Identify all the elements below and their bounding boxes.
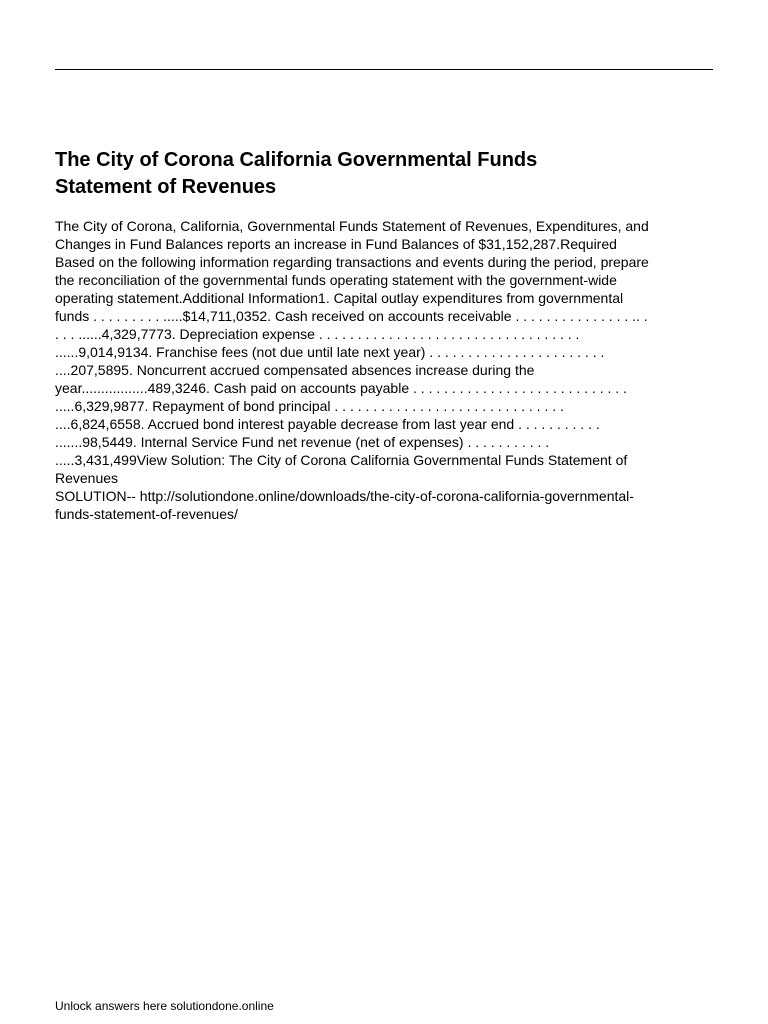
document-body (55, 217, 715, 523)
body-line: operating statement.Additional Information1. Capital outlay expenditures from governmental (55, 290, 624, 306)
body-line: ....207,5895. Noncurrent accrued compensated absences increase during the (55, 362, 535, 378)
body-line: .....3,431,499View Solution: The City of Corona California Governmental Funds Statement of (55, 452, 628, 468)
body-line: .......98,5449. Internal Service Fund net revenue (net of expenses) . . . . . . . . . . . (55, 434, 550, 450)
body-line: Based on the following information regarding transactions and events during the period, prepare (55, 254, 649, 270)
title-line-1: The City of Corona California Governmental Funds (55, 149, 538, 171)
body-line: the reconciliation of the governmental funds operating statement with the government-wide (55, 272, 617, 288)
title-line-2: Statement of Revenues (55, 176, 277, 198)
body-line: funds . . . . . . . . . .....$14,711,0352. Cash received on accounts receivable . . . . . . . . . . . . . . . .. . (55, 308, 648, 324)
document-title (55, 147, 715, 201)
body-line: Changes in Fund Balances reports an increase in Fund Balances of $31,152,287.Required (55, 236, 617, 252)
body-line: . . . ......4,329,7773. Depreciation expense . . . . . . . . . . . . . . . . . . . . . . . . . . . . . . . . . . (55, 326, 580, 342)
body-line: The City of Corona, California, Governmental Funds Statement of Revenues, Expenditures, and (55, 218, 649, 234)
solution-link-line-2[interactable]: funds-statement-of-revenues/ (55, 506, 238, 522)
solution-link-line-1[interactable]: SOLUTION-- http://solutiondone.online/downloads/the-city-of-corona-california-governmental- (55, 488, 634, 504)
body-line: Revenues (55, 470, 119, 486)
body-line: year.................489,3246. Cash paid on accounts payable . . . . . . . . . . . . . . . . . . . . . . . . . . . . (55, 380, 627, 396)
body-line: .....6,329,9877. Repayment of bond principal . . . . . . . . . . . . . . . . . . . . . . . . . . . . . . (55, 398, 564, 414)
top-divider (55, 69, 713, 70)
body-line: ......9,014,9134. Franchise fees (not due until late next year) . . . . . . . . . . . . . . . . . . . . . . . (55, 344, 605, 360)
body-line: ....6,824,6558. Accrued bond interest payable decrease from last year end . . . . . . . . . . . (55, 416, 600, 432)
footer-note: Unlock answers here solutiondone.online (55, 999, 274, 1013)
